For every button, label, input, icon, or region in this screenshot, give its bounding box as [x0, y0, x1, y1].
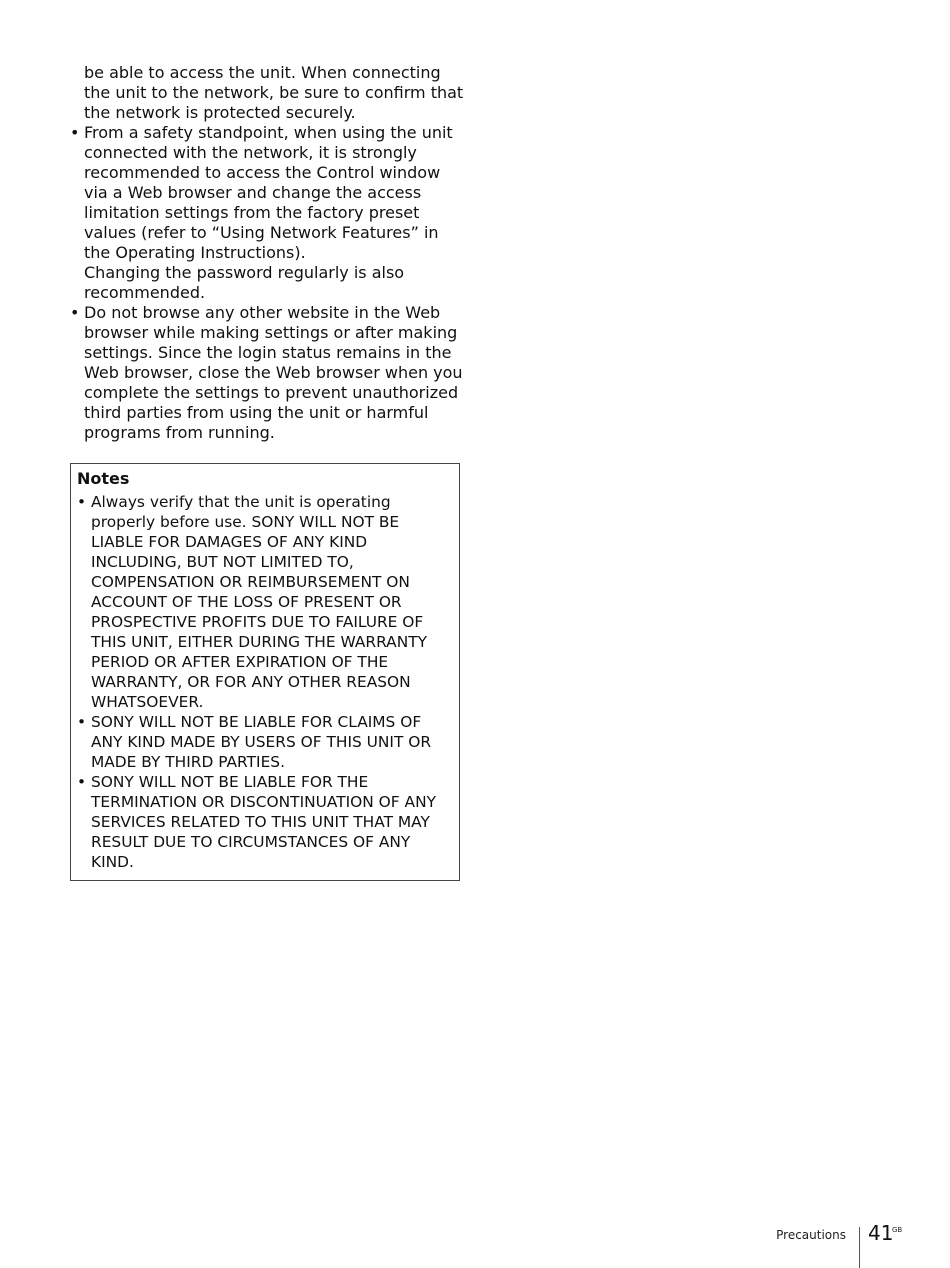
notes-title: Notes: [77, 469, 130, 488]
bullet-text: From a safety standpoint, when using the unit connected with the network, it is strongly recommended to access the Control window via a Web browser and change the access limitation settings from the factory preset values (refer to “Using Network Features” in the Operating Instructions).: [84, 123, 453, 262]
note-item: [77, 712, 452, 772]
bullet-marker: •: [77, 773, 87, 791]
bullet-marker: •: [70, 123, 80, 142]
footer-section-label: Precautions: [776, 1228, 846, 1242]
main-text-column: [70, 63, 465, 443]
notes-box: [70, 463, 460, 881]
page-region-suffix: GB: [892, 1226, 903, 1234]
note-text: SONY WILL NOT BE LIABLE FOR CLAIMS OF ANY KIND MADE BY USERS OF THIS UNIT OR MADE BY THIRD PARTIES.: [91, 713, 432, 771]
bullet-text: Do not browse any other website in the Web browser while making settings or after making settings. Since the login status remains in the Web browser, close the Web browser when you complete the settings to prevent unauthorized third parties from using the unit or harmful programs from running.: [84, 303, 463, 442]
note-text: Always verify that the unit is operating properly before use. SONY WILL NOT BE LIABLE FOR DAMAGES OF ANY KIND INCLUDING, BUT NOT LIMITED TO, COMPENSATION OR REIMBURSEMENT ON ACCOUNT OF THE LOSS OF PRESENT OR PROSPECTIVE PROFITS DUE TO FAILURE OF THIS UNIT, EITHER DURING THE WARRANTY PERIOD OR AFTER EXPIRATION OF THE WARRANTY, OR FOR ANY OTHER REASON WHATSOEVER.: [91, 493, 428, 711]
note-item: [77, 772, 452, 872]
bullet-item-browsing: [70, 303, 465, 443]
bullet-item-safety: [70, 123, 465, 303]
bullet-marker: •: [77, 713, 87, 731]
note-item: [77, 492, 452, 712]
bullet-marker: •: [77, 493, 87, 511]
note-text: SONY WILL NOT BE LIABLE FOR THE TERMINATION OR DISCONTINUATION OF ANY SERVICES RELATED TO THIS UNIT THAT MAY RESULT DUE TO CIRCUMSTANCES OF ANY KIND.: [91, 773, 436, 871]
page-number: 41: [868, 1221, 894, 1245]
bullet-marker: •: [70, 303, 80, 322]
intro-paragraph: be able to access the unit. When connecting the unit to the network, be sure to confirm that the network is protected securely.: [84, 63, 464, 122]
footer-divider: [859, 1227, 860, 1268]
bullet-extra-text: Changing the password regularly is also recommended.: [84, 263, 405, 302]
